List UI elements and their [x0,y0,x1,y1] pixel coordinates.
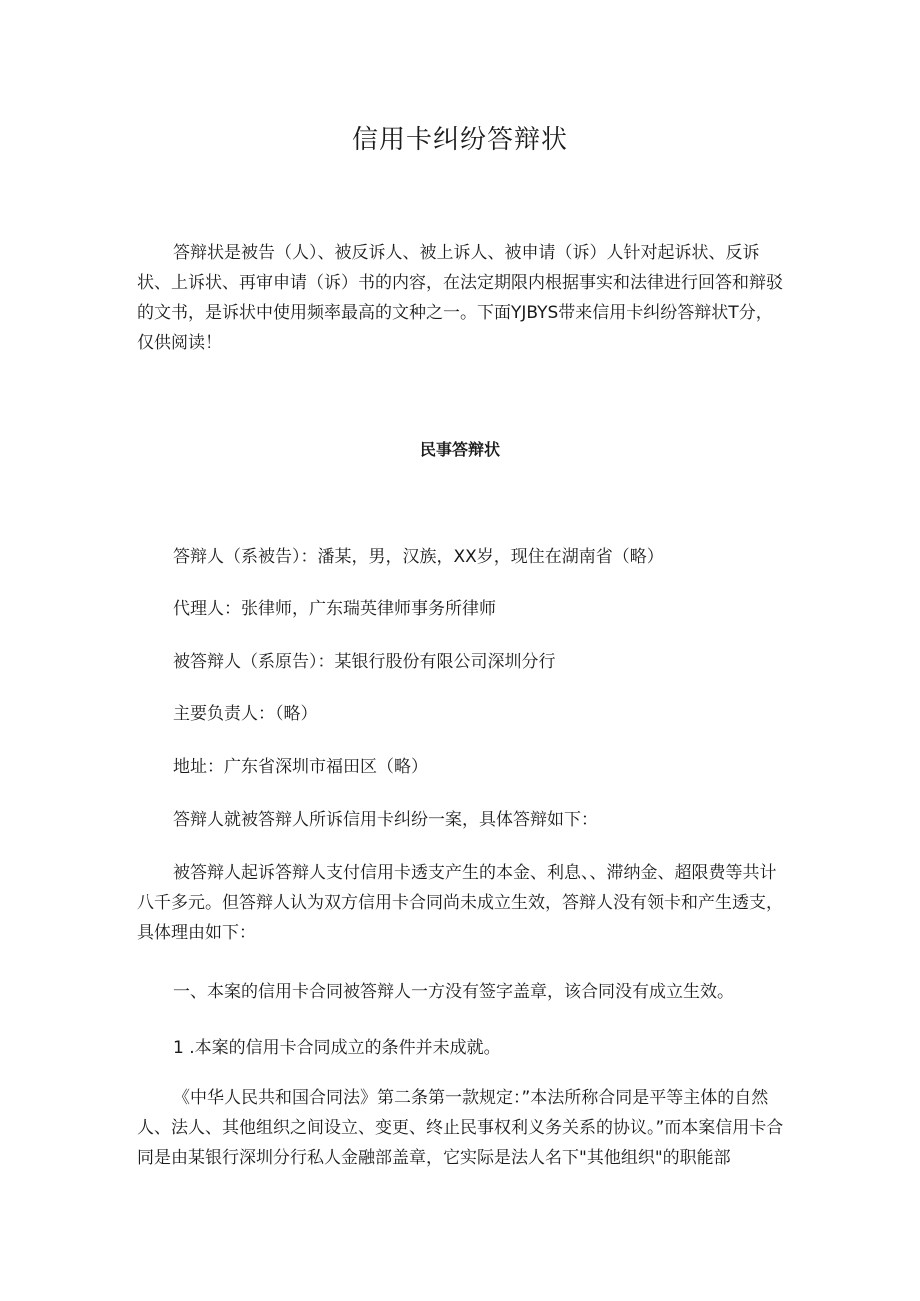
law-paragraph: 《中华人民共和国合同法》第二条第一款规定：”本法所称合同是平等主体的自然人、法人、其他组织之间设立、变更、终止民事权利义务关系的协议。”而本案信用卡合同是由某银行深圳分行私人金融部盖章，它实际是法人名下"其他组织"的职能部 [137,1088,784,1168]
plaintiff-line: 被答辩人（系原告）：某银行股份有限公司深圳分行 [173,652,556,672]
respondent-line: 答辩人（系被告）：潘某，男，汉族，XX岁，现住在湖南省（略） [173,547,664,567]
statement-line: 答辩人就被答辩人所诉信用卡纠纷一案，具体答辩如下： [173,810,598,830]
document-title: 信用卡纠纷答辩状 [351,125,568,155]
claim-paragraph: 被答辩人起诉答辩人支付信用卡透支产生的本金、利息、、滞纳金、超限费等共计八千多元。但答辩人认为双方信用卡合同尚未成立生效，答辩人没有领卡和产生透支，具体理由如下： [137,863,783,943]
address-line: 地址：广东省深圳市福田区（略） [173,757,428,777]
principal-line: 主要负责人：（略） [173,704,318,724]
point-one-heading: 一、本案的信用卡合同被答辩人一方没有签字盖章，该合同没有成立生效。 [173,982,734,1002]
point-one-item-1: 1 .本案的信用卡合同成立的条件并未成就。 [173,1038,501,1058]
intro-paragraph: 答辩状是被告（人）、被反诉人、被上诉人、被申请（诉）人针对起诉状、反诉状、上诉状、再审申请（诉）书的内容，在法定期限内根据事实和法律进行回答和辩驳的文书，是诉状中使用频率最高的文种之一。下面YJBYS带来信用卡纠纷答辩状T分，仅供阅读！ [137,243,783,353]
agent-line: 代理人：张律师，广东瑞英律师事务所律师 [173,599,496,619]
section-title: 民事答辩状 [419,440,500,459]
